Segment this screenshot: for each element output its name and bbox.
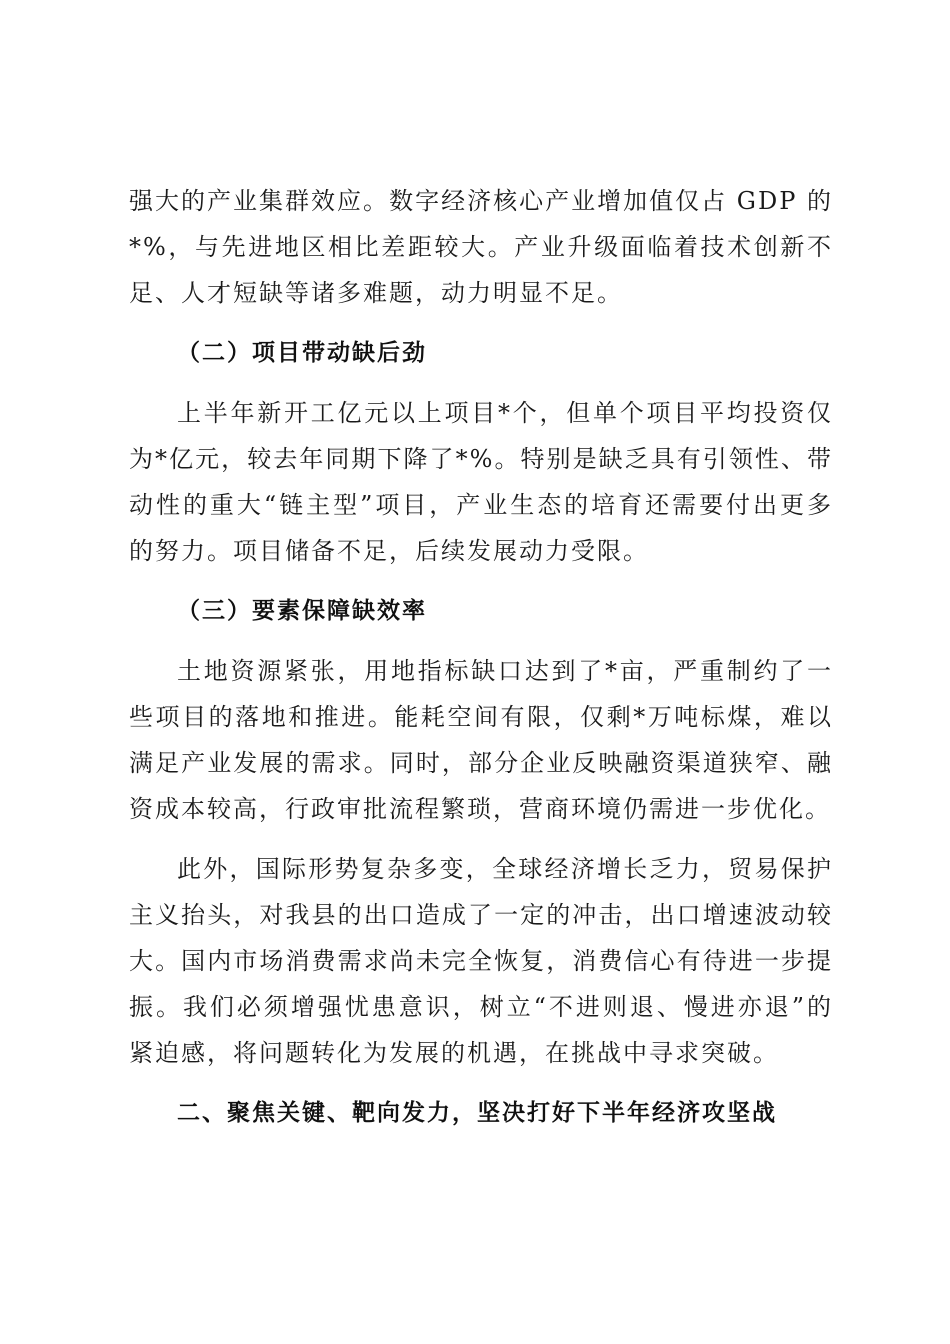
section-heading-factor-efficiency: （三）要素保障缺效率 [177, 598, 427, 624]
paragraph-new-projects: 上半年新开工亿元以上项目*个，但单个项目平均投资仅为*亿元，较去年同期下降了*%。特别是缺乏具有引领性、带动性的重大“链主型”项目，产业生态的培育还需要付出更多的努力。项目储备不足，后续发展动力受限。 [129, 399, 833, 565]
paragraph-international-situation: 此外，国际形势复杂多变，全球经济增长乏力，贸易保护主义抬头，对我县的出口造成了一定的冲击，出口增速波动较大。国内市场消费需求尚未完全恢复，消费信心有待进一步提振。我们必须增强忧患意识，树立“不进则退、慢进亦退”的紧迫感，将问题转化为发展的机遇，在挑战中寻求突破。 [129, 855, 833, 1067]
chapter-heading-second-half: 二、聚焦关键、靶向发力，坚决打好下半年经济攻坚战 [177, 1100, 777, 1126]
paragraph-industry-cluster: 强大的产业集群效应。数字经济核心产业增加值仅占 GDP 的*%，与先进地区相比差距较大。产业升级面临着技术创新不足、人才短缺等诸多难题，动力明显不足。 [129, 187, 833, 307]
section-heading-project-momentum: （二）项目带动缺后劲 [177, 340, 427, 366]
document-body [129, 178, 833, 1150]
paragraph-land-energy: 土地资源紧张，用地指标缺口达到了*亩，严重制约了一些项目的落地和推进。能耗空间有限，仅剩*万吨标煤，难以满足产业发展的需求。同时，部分企业反映融资渠道狭窄、融资成本较高，行政审批流程繁琐，营商环境仍需进一步优化。 [129, 657, 833, 823]
